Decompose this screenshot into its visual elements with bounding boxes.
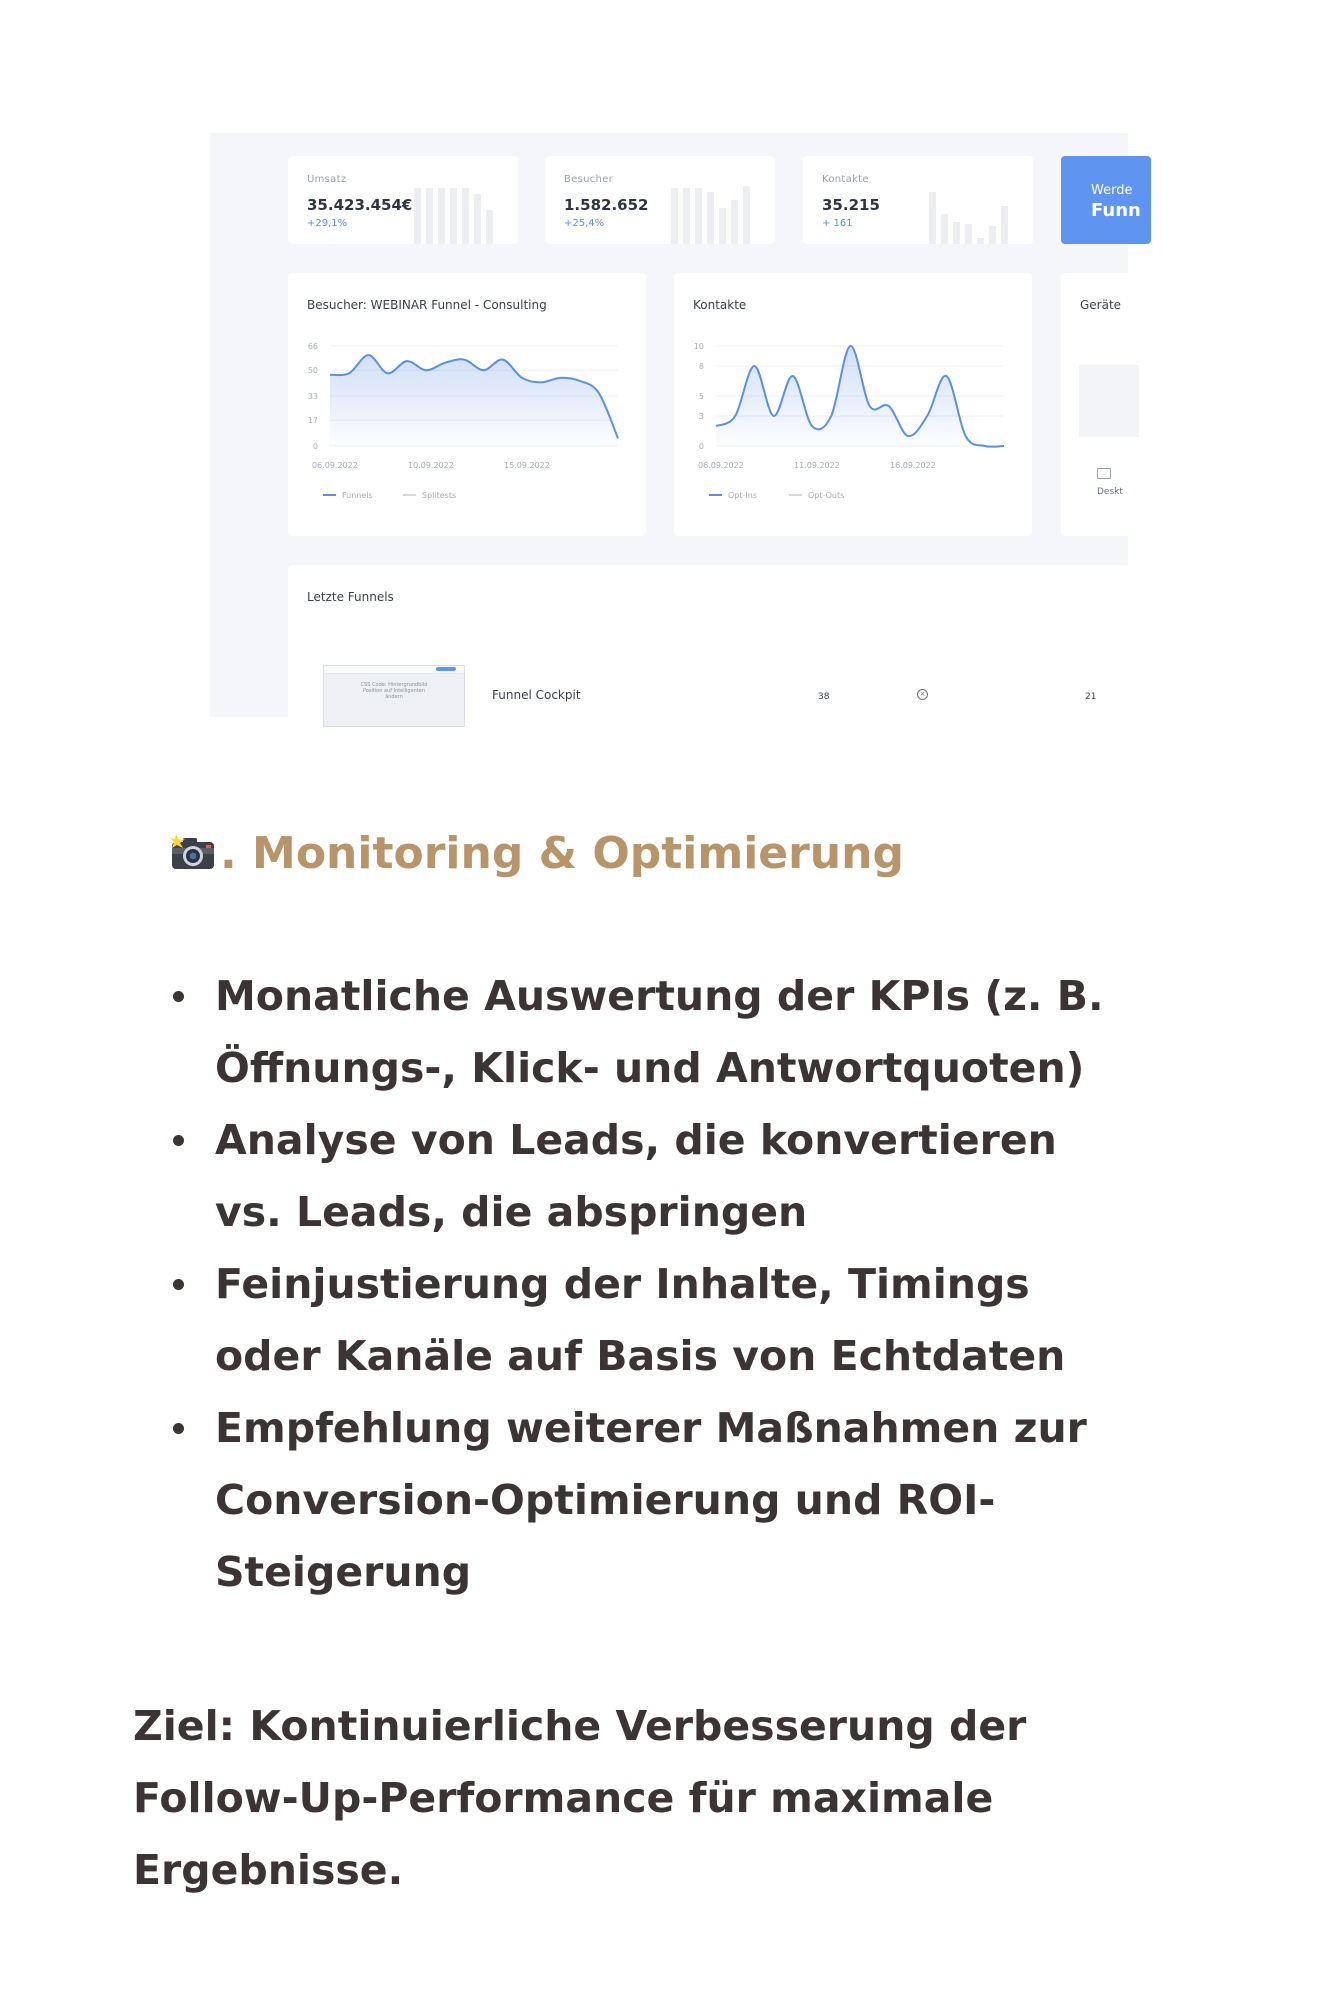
kpi-value: 1.582.652	[564, 196, 649, 214]
y-tick-label: 33	[307, 392, 318, 401]
desktop-icon	[1097, 468, 1111, 479]
x-tick-label: 10.09.2022	[408, 461, 454, 470]
devices-chart-placeholder	[1079, 365, 1139, 437]
cta-line-1: Werde	[1091, 183, 1133, 198]
visitors-chart-card	[288, 273, 646, 536]
kpi-label: Kontakte	[822, 174, 869, 185]
kpi-sparkbars	[414, 182, 504, 244]
y-tick-label: 17	[307, 416, 318, 426]
x-tick-label: 16.09.2022	[890, 461, 936, 470]
x-tick-label: 06.09.2022	[698, 461, 744, 470]
x-tick-label: 15.09.2022	[504, 461, 550, 470]
funnel-pages-count: 38	[818, 692, 830, 702]
x-tick-label: 11.09.2022	[794, 461, 840, 470]
section-title: Letzte Funnels	[307, 590, 394, 604]
series-area	[330, 355, 618, 446]
funnel-elements-count: 21	[1085, 692, 1097, 702]
kpi-card-besucher	[545, 156, 775, 244]
kpi-card-umsatz	[288, 156, 518, 244]
status-circle-icon: ×	[917, 689, 928, 700]
section-heading	[170, 828, 1170, 879]
device-label: Deskt	[1097, 487, 1123, 497]
contacts-chart-card	[674, 273, 1032, 536]
y-tick-label: 0	[698, 442, 704, 451]
thumbnail-topbar	[324, 666, 464, 674]
list-item: Monatliche Auswertung der KPIs (z. B. Öffnungs-, Klick- und Antwortquoten)	[170, 960, 1120, 1104]
list-item: Analyse von Leads, die konvertieren vs. Leads, die abspringen	[170, 1104, 1120, 1248]
kpi-label: Besucher	[564, 174, 614, 185]
y-tick-label: 8	[698, 362, 704, 371]
kpi-label: Umsatz	[307, 174, 347, 185]
goal-statement: Ziel: Kontinuierliche Verbesserung der Follow-Up-Performance für maximale Ergebnisse.	[133, 1702, 1027, 1894]
bullet-list	[170, 960, 1120, 1608]
chart-title: Besucher: WEBINAR Funnel - Consulting	[307, 298, 547, 312]
devices-card	[1061, 273, 1151, 536]
y-tick-label: 66	[307, 342, 318, 351]
list-item: Feinjustierung der Inhalte, Timings oder Kanäle auf Basis von Echtdaten	[170, 1248, 1120, 1392]
cta-button[interactable]	[1061, 156, 1151, 244]
contacts-chart	[674, 273, 1032, 536]
kpi-delta: +29,1%	[307, 218, 348, 229]
thumbnail-button	[436, 667, 456, 671]
section-heading-text: . Monitoring & Optimierung	[220, 828, 904, 879]
recent-funnels-card	[288, 565, 1152, 745]
camera-flash-icon	[170, 832, 218, 872]
funnel-name[interactable]: Funnel Cockpit	[492, 688, 581, 702]
y-tick-label: 10	[693, 342, 704, 351]
thumbnail-text: CSS Code: Hintergrundbild Position auf Intelligenten ändern	[360, 682, 428, 700]
chart-title: Kontakte	[693, 298, 747, 312]
kpi-delta: + 161	[822, 218, 853, 229]
kpi-value: 35.423.454€	[307, 196, 413, 214]
cta-line-2: Funn	[1091, 200, 1141, 221]
funnel-thumbnail[interactable]	[323, 665, 465, 727]
kpi-card-kontakte	[803, 156, 1033, 244]
dashboard-screenshot	[210, 133, 1141, 717]
y-tick-label: 50	[307, 366, 318, 376]
chart-title: Geräte	[1080, 298, 1122, 312]
list-item: Empfehlung weiterer Maßnahmen zur Conversion-Optimierung und ROI-Steigerung	[170, 1392, 1120, 1608]
legend-label: Funnels	[342, 491, 373, 500]
legend-label: Splitests	[422, 491, 457, 500]
kpi-value: 35.215	[822, 196, 880, 214]
x-tick-label: 06.09.2022	[312, 461, 358, 470]
legend-label: Opt-Outs	[808, 491, 845, 500]
visitors-chart	[288, 273, 646, 536]
kpi-sparkbars	[929, 182, 1019, 244]
kpi-delta: +25,4%	[564, 218, 605, 229]
y-tick-label: 5	[698, 392, 704, 401]
y-tick-label: 0	[312, 442, 318, 451]
legend-label: Opt-Ins	[728, 491, 757, 500]
kpi-sparkbars	[671, 182, 761, 244]
y-tick-label: 3	[698, 412, 704, 421]
